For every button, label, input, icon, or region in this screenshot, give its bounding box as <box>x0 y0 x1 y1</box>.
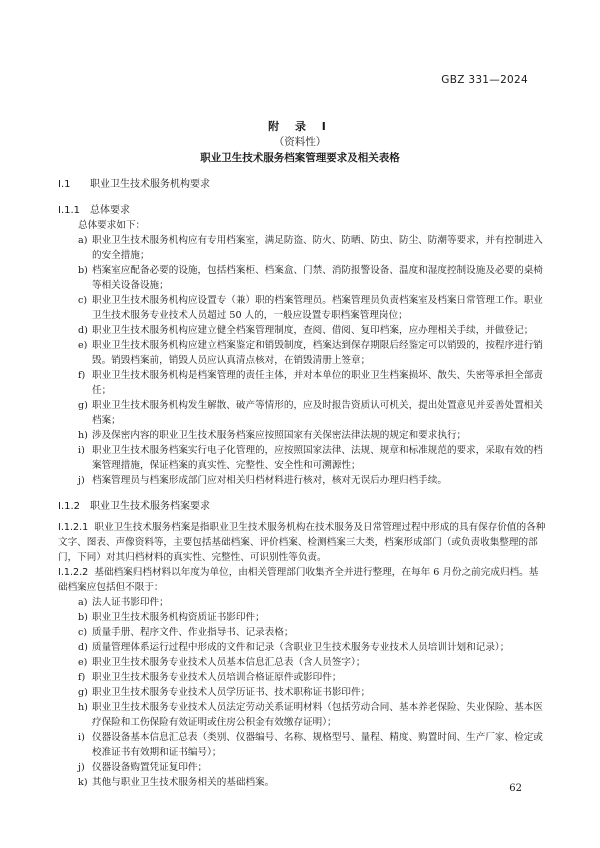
list-text: 职业卫生技术服务机构应建立档案鉴定和销毁制度，档案达到保存期限后经鉴定可以销毁的，按程序进行销毁。销毁档案前，销毁人员应认真清点核对，在销毁清册上签章； <box>92 340 543 366</box>
list-item <box>58 323 546 338</box>
list-item <box>58 263 546 293</box>
clause-number: I.1.2.2 <box>58 567 89 578</box>
document-body <box>58 174 546 790</box>
list-text: 职业卫生技术服务机构资质证书影印件； <box>92 612 265 623</box>
list-text: 档案管理员与档案形成部门应对相关归档材料进行核对，核对无误后办理归档手续。 <box>92 475 447 486</box>
list-text: 仪器设备基本信息汇总表（类别、仪器编号、名称、规格型号、量程、精度、购置时间、生产厂家、检定或校准证书有效期和证书编号）； <box>92 732 543 758</box>
section-number: I.1.2 <box>58 501 81 512</box>
clause-number: I.1.2.1 <box>58 522 89 533</box>
appendix-note: （资料性） <box>273 136 327 148</box>
appendix-label: 附 录 I <box>268 120 332 133</box>
list-text: 职业卫生技术服务机构发生解散、破产等情形的，应及时报告资质认可机关，提出处置意见并妥善处置相关档案； <box>92 400 543 426</box>
clause-text: 职业卫生技术服务档案是指职业卫生技术服务机构在技术服务及日常管理过程中形成的具有保存价值的各种文字、图表、声像资料等，主要包括基础档案、评价档案、检测档案三大类，档案形成部门（或负责收集整理的部门，下同）对其归档材料的真实性、完整性、可识别性等负责。 <box>58 522 546 563</box>
clause-text: 基础档案归档材料以年度为单位，由相关管理部门收集齐全并进行整理，在每年 6 月份之前完成归档。基础档案应包括但不限于： <box>58 567 539 593</box>
section-title: 职业卫生技术服务档案要求 <box>90 501 210 512</box>
general-requirements-list <box>58 233 546 488</box>
list-text: 职业卫生技术服务机构是档案管理的责任主体，并对本单位的职业卫生档案损坏、散失、失密等承担全部责任； <box>92 370 543 396</box>
section-number: I.1 <box>58 179 71 190</box>
list-text: 仪器设备购置凭证复印件； <box>92 762 208 773</box>
general-intro: 总体要求如下： <box>78 220 146 231</box>
list-item <box>58 775 546 790</box>
list-item <box>58 730 546 760</box>
list-item <box>58 368 546 398</box>
list-text: 法人证书影印件； <box>92 597 169 608</box>
list-item <box>58 625 546 640</box>
list-marker: g) <box>78 400 88 411</box>
list-item <box>58 233 546 263</box>
list-marker: j) <box>78 762 85 773</box>
section-heading-i12 <box>58 499 546 514</box>
list-text: 涉及保密内容的职业卫生技术服务档案应按照国家有关保密法律法规的规定和要求执行； <box>92 430 467 441</box>
list-marker: c) <box>78 627 88 638</box>
page-number: 62 <box>509 783 522 794</box>
section-number: I.1.1 <box>58 205 81 216</box>
list-text: 职业卫生技术服务机构应有专用档案室，满足防盗、防火、防晒、防虫、防尘、防潮等要求，并有控制进入的安全措施； <box>92 235 543 261</box>
section-heading-i11 <box>58 203 546 218</box>
list-item <box>58 760 546 775</box>
list-text: 质量手册、程序文件、作业指导书、记录表格； <box>92 627 294 638</box>
list-item <box>58 443 546 473</box>
list-marker: d) <box>78 325 88 336</box>
list-item <box>58 670 546 685</box>
list-text: 职业卫生技术服务专业技术人员培训合格证原件或影印件； <box>92 672 342 683</box>
list-marker: h) <box>78 702 88 713</box>
appendix-heading <box>0 119 600 166</box>
list-item <box>58 473 546 488</box>
list-marker: g) <box>78 687 88 698</box>
list-item <box>58 398 546 428</box>
appendix-title: 职业卫生技术服务档案管理要求及相关表格 <box>200 152 400 164</box>
list-item <box>58 655 546 670</box>
list-marker: d) <box>78 642 88 653</box>
list-item <box>58 610 546 625</box>
list-text: 质量管理体系运行过程中形成的文件和记录（含职业卫生技术服务专业技术人员培训计划和记录）； <box>92 642 510 653</box>
list-text: 职业卫生技术服务档案实行电子化管理的，应按照国家法律、法规、规章和标准规范的要求，采取有效的档案管理措施，保证档案的真实性、完整性、安全性和可溯源性； <box>92 445 543 471</box>
list-marker: a) <box>78 235 88 246</box>
list-text: 档案室应配备必要的设施，包括档案柜、档案盒、门禁、消防报警设备、温度和湿度控制设施及必要的桌椅等相关设备设施； <box>92 265 543 291</box>
list-marker: f) <box>78 370 86 381</box>
list-marker: c) <box>78 295 88 306</box>
section-title: 总体要求 <box>90 205 130 216</box>
list-marker: e) <box>78 657 88 668</box>
list-marker: f) <box>78 672 86 683</box>
list-marker: j) <box>78 475 85 486</box>
list-text: 职业卫生技术服务机构应设置专（兼）职的档案管理员。档案管理员负责档案室及档案日常管理工作。职业卫生技术服务专业技术人员超过 50 人的，一般应设置专职档案管理岗位； <box>92 295 543 321</box>
list-marker: a) <box>78 597 88 608</box>
list-marker: h) <box>78 430 88 441</box>
list-marker: i) <box>78 445 85 456</box>
list-marker: e) <box>78 340 88 351</box>
section-title: 职业卫生技术服务机构要求 <box>90 179 210 190</box>
standard-code: GBZ 331—2024 <box>441 74 528 86</box>
list-text: 职业卫生技术服务专业技术人员学历证书、技术职称证书影印件； <box>92 687 371 698</box>
list-item <box>58 338 546 368</box>
list-item <box>58 293 546 323</box>
section-heading-i1 <box>58 177 546 192</box>
list-marker: k) <box>78 777 88 788</box>
list-text: 职业卫生技术服务机构应建立健全档案管理制度，查阅、借阅、复印档案，应办理相关手续，并做登记； <box>92 325 534 336</box>
basic-archive-list <box>58 595 546 790</box>
list-marker: i) <box>78 732 85 743</box>
list-item <box>58 595 546 610</box>
list-text: 职业卫生技术服务专业技术人员法定劳动关系证明材料（包括劳动合同、基本养老保险、失业保险、基本医疗保险和工伤保险有效证明或住房公积金有效缴存证明）； <box>92 702 543 728</box>
clause-i122 <box>58 565 546 595</box>
list-item <box>58 685 546 700</box>
list-item <box>58 428 546 443</box>
clause-i121 <box>58 520 546 565</box>
list-item <box>58 640 546 655</box>
list-marker: b) <box>78 265 88 276</box>
list-marker: b) <box>78 612 88 623</box>
list-item <box>58 700 546 730</box>
list-text: 职业卫生技术服务专业技术人员基本信息汇总表（含人员签字）； <box>92 657 366 668</box>
list-text: 其他与职业卫生技术服务相关的基础档案。 <box>92 777 275 788</box>
